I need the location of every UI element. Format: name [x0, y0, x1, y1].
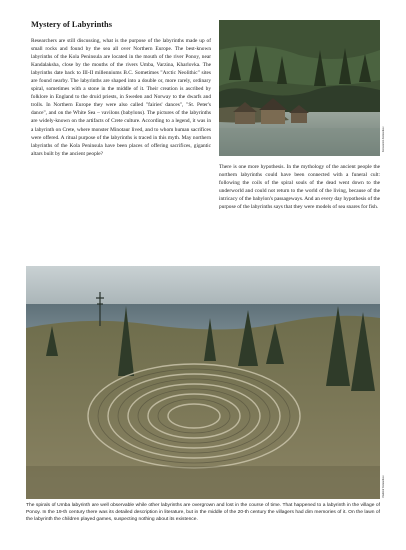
- photo-caption: The spirals of Umba labyrinth are well observable while other labyrinths are overgrown and lost in the course of time. That happened to a labyrinth in the village of Ponoy. In the 19-th century there was its detailed description in literature, but in the middle of the 20-th century the villagers had dim memories of it. On the lawn of the labyrinth the children played games, suspecting nothing about its existence.: [26, 503, 380, 523]
- village-photo-art: [219, 20, 380, 156]
- photo-credit-big: Vladimir Kolesnikov: [382, 475, 385, 498]
- photo-umba-labyrinth: [26, 266, 380, 499]
- article-title: Mystery of Labyrinths: [31, 20, 112, 29]
- body-text-left: Researchers are still discussing, what is the purpose of the labyrinths made up of small rocks and found by the sea all over Northern Europe. The best-known labyrinths of the Kola Peninsula are located in the mouth of the river Ponoy, near Kandalaksha, close by the mouths of the rivers Umba, Varzina, Kharlovka. The labyrinths date back to III-II millenniums B.C. Sometimes "Arctic Neolithic" sites are found nearby. The labyrinths are shaped into a double or, more rarely, ordinary spiral, sometimes with a stone in the middle of it. Their creation is ascribed by folklore in England to the druid priests, in Sweden and Norway to the dwarfs and trolls. In Northern Europe they were also called "fairies' dances", "St. Peter's dance", and on the White Sea – vavilons (babylons). The pictures of the labyrinths are widely-known on the artifacts of Crete culture. According to a legend, it was in a labyrinth on Crete, where monster Minotaur lived, and to whom human sacrifices were offered. A ritual purpose of the labyrinths is traced in this myth. May northern labyrinths of the Kola Peninsula have been places of offering sacrifices, gigantic altars built by the ancient people?: [31, 38, 211, 157]
- labyrinth-photo-art: [26, 266, 380, 499]
- photo-credit-top: Konstantin Kolesnikov: [382, 126, 385, 152]
- photo-village-by-lake: [219, 20, 380, 156]
- body-text-right: There is one more hypothesis. In the mythology of the ancient people the northern labyrinths could have been connected with a funeral cult: following the coils of the spiral souls of the dead went down to the underworld and could not return to the world of the living, because of the intricacy of the babylon's passageways. And an every day hypothesis of the purpose of the labyrinths says that they were models of sea snares for fish.: [219, 164, 380, 211]
